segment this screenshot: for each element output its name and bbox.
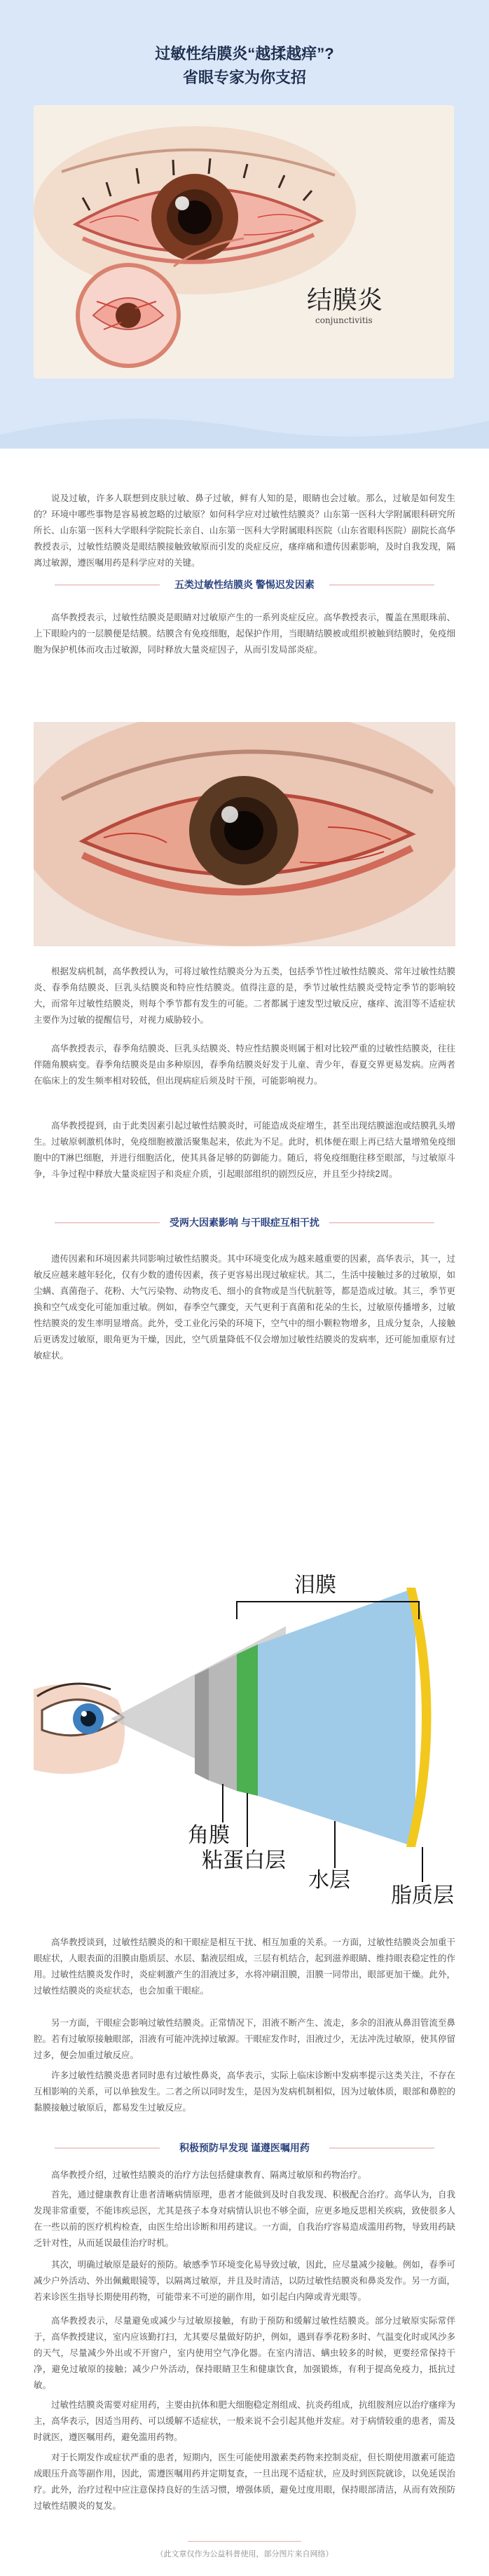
section-3-paragraph-2: 首先，通过健康教育让患者清晰病情原理，患者才能做到及时自我发现、积极配合治疗。高华认为，自我发现非常重要，不能讳疾忌医，尤其是孩子本身对病情认识也不够全面，应更多地反思相关疾病，致使很多人在一些以前的医疗机构检查，由医生给出诊断和用药建议。一方面，自我治疗容易造成滥用药物，导致用药缺乏针对性，从而延误最佳治疗时机。: [34, 2190, 455, 2248]
hero-label-cn: 结膜炎: [307, 286, 383, 315]
red-eye-photo-image: [34, 722, 455, 946]
section-1-paragraph-1: 高华教授表示，过敏性结膜炎是眼睛对过敏原产生的一系列炎症反应。高华教授表示，覆盖在黑眼珠前、上下眼睑内的一层膜便是结膜。结膜含有免疫细胞，起保护作用，当眼睛结膜被或组织被触到结膜时，免疫细胞为保护机体而攻击过敏源，同时释放大量炎症因子，从而引发局部炎症。: [34, 613, 455, 655]
hero-label-en: conjunctivitis: [315, 315, 373, 325]
section-1-title: 五类过敏性结膜炎 警惕迟发因素: [166, 575, 323, 594]
red-eye-illustration: [34, 105, 454, 379]
footer-note: （此文章仅作为公益科普使用，部分图片来自网络）: [156, 2550, 333, 2558]
section-divider-left: [55, 1222, 160, 1223]
label-tear-film: 泪膜: [294, 1574, 336, 1597]
section-3-paragraph-5: 过敏性结膜炎需要对症用药，主要由抗体和肥大细胞稳定剂组成、抗炎药组成，抗组胺剂应以治疗瘙痒为主，高华表示，因适当用药、可以缓解不适症状，一般来说不会引起其他并发症。对于病情较重的患者，需及时就医，遵医嘱用药，避免滥用药物。: [34, 2400, 455, 2442]
section-3-title: 积极预防早发现 谨遵医嘱用药: [171, 2138, 318, 2158]
section-divider-right: [329, 1222, 434, 1223]
water-layer: [258, 1588, 415, 1847]
section-3-paragraph-1: 高华教授介绍，过敏性结膜炎的治疗方法包括健康教育、隔离过敏原和药物治疗。: [51, 2170, 367, 2180]
section-2-paragraph-4: 许多过敏性结膜炎患者同时患有过敏性鼻炎，高华表示，实际上临床诊断中发病率提示这类关注，不存在互相影响的关系，可以单独发生。二者之所以同时发生，是因为发病机制相似，因为过敏体质，眼部和鼻腔的黏膜接触过敏原后，都易发生过敏反应。: [34, 2071, 455, 2113]
label-cornea: 角膜: [188, 1824, 230, 1847]
section-3-paragraph-3: 其次，明确过敏原是最好的预防。敏感季节环境变化易导致过敏，因此，应尽量减少接触。例如，春季可减少户外活动、外出佩戴眼镜等，以隔离过敏原，并且及时清洁，以防过敏性结膜炎和鼻炎发作。另一方面，若来诊医生指导长期使用药物，可能带来不可逆的副作用，如引起白内障或青光眼等。: [34, 2260, 455, 2302]
section-2-header: [34, 1213, 455, 1232]
section-1-header: [34, 575, 455, 594]
mucin-layer: [237, 1644, 258, 1796]
hero-title: [0, 42, 489, 90]
section-2-paragraph-1: 遗传因素和环境因素共同影响过敏性结膜炎。其中环境变化成为越来越重要的因素，高华表示，其一，过敏反应越来越年轻化，仅有少数的遗传因素，孩子更容易出现过敏症状。其二，生活中接触过多的过敏原，如尘螨、真菌孢子、花粉、大气污染物、动物皮毛、细小的食物或是当代肮脏等，都是造成过敏。其三，季节更换和空气成变化可能加重过敏。例如，春季空气骤变，天气更利于真菌和花朵的生长，过敏原传播增多，过敏性结膜炎的发生率明显增高。此外，受工业化污染的环境下，空气中的细小颗粒物增多，且成分复杂，人接触后更诱发过敏原，眼角更为干燥，因此，空气质量降低不仅会增加过敏性结膜炎的发病率，还可能加重原有过敏症状。: [34, 1254, 455, 1361]
section-3-paragraph-6: 对于长期发作或症状严重的患者，短期内，医生可能使用激素类药物来控制炎症，但长期使用激素可能造成眼压升高等副作用，因此，需遵医嘱用药并定期复查，一旦出现不适症状，应及时到医院就诊，以免延误治疗。此外，治疗过程中应注意保持良好的生活习惯，增强体质，避免过度用眼，保持眼部清洁，从而有效预防过敏性结膜炎的复发。: [34, 2453, 455, 2511]
label-mucin-layer: 粘蛋白层: [202, 1849, 286, 1872]
hero-banner: [0, 0, 489, 449]
section-1-paragraph-2: 根据发病机制，高华教授认为，可将过敏性结膜炎分为五类，包括季节性过敏性结膜炎、常年过敏性结膜炎、春季角结膜炎、巨乳头结膜炎和特应性结膜炎。值得注意的是，季节过敏性结膜炎受特定季节的影响较大，而常年过敏性结膜炎，则每个季节都有发生的可能。二者都属于速发型过敏反应，瘙痒、流泪等不适症状主要作为过敏的提醒信号，对视力威胁较小。: [34, 967, 455, 1025]
section-3-paragraph-4: 高华教授表示，尽量避免或减少与过敏原接触，有助于预防和缓解过敏性结膜炎。部分过敏原实际常伴于，高华教授建议，室内应该勤打扫，尤其要尽量做好防护，例如，遇到春季花粉多时、气温变化时或风沙多的天气，尽量减少外出或不开窗户，室内使用空气净化器。在室内清洁、螨虫较多的时候，更要经常保持干净，避免过敏原的接触；减少户外活动，保持眼睛卫生和健康饮食，加强锻炼，有利于提高免疫力，抵抗过敏。: [34, 2316, 455, 2390]
tear-film-diagram: [34, 1570, 455, 1914]
section-1-paragraph-4: 高华教授提到，由于此类因素引起过敏性结膜炎时，可能造成炎症增生，甚至出现结膜滤泡或结膜乳头增生。过敏原刺激机体时，免疫细胞被激活聚集起来，依此为不足。此时，机体便在眼上再已结大量增殖免疫细胞中的T淋巴细胞，并进行细胞活化，使其具备足够的防御能力。随后，将免疫细胞往移至眼部，与过敏原斗争，斗争过程中释放大量炎症因子和炎症介质，引起眼部组织的剧烈反应，并且至少持续2周。: [34, 1121, 455, 1179]
label-water-layer: 水层: [308, 1869, 350, 1892]
section-2-paragraph-3: 另一方面，干眼症会影响过敏性结膜炎。正常情况下，泪液不断产生、流走，多余的泪液从鼻泪管流至鼻腔。若有过敏原接触眼部，泪液有可能冲洗掉过敏源。干眼症发作时，泪液过少，无法冲洗过敏原，使其停留过多，便会加重过敏反应。: [34, 2018, 455, 2060]
cornea-layer: [209, 1654, 237, 1791]
section-3-header: [34, 2138, 455, 2158]
red-eye-photo: [34, 722, 455, 946]
section-2-title: 受两大因素影响 与干眼症互相干扰: [161, 1213, 328, 1232]
footer-divider: [188, 2541, 301, 2542]
intro-paragraph: 说及过敏，许多人联想到皮肤过敏、鼻子过敏，鲜有人知的是，眼睛也会过敏。那么，过敏是如何发生的？环境中哪些事物是容易被忽略的过敏原？如何科学应对过敏性结膜炎？山东第一医科大学附属眼科研究所所长、山东第一医科大学眼科学院院长亲自、山东第一医科大学附属眼科医院（山东省眼科医院）副院长高华教授表示，过敏性结膜炎是眼结膜接触致敏原而引发的炎症反应，瘙痒痛和遗传因素影响，及时自我发现，隔离过敏源，遵医嘱用药是科学应对的关键。: [34, 493, 455, 568]
hero-decoration: [0, 393, 489, 449]
hero-title-line2: 省眼专家为你支招: [182, 69, 306, 86]
hero-illustration: [34, 105, 454, 379]
section-1-paragraph-3: 高华教授表示，春季角结膜炎、巨乳头结膜炎、特应性结膜炎则属于相对比较严重的过敏性结膜炎，往往伴随角膜病变。春季角结膜炎是由多种原因，春季角结膜炎好发于儿童、青少年，春夏交界更易发病。应两者在临床上的发生频率相对较低，但出现病症后须及时干预，可能影响视力。: [34, 1044, 455, 1086]
section-2-paragraph-2: 高华教授谈到，过敏性结膜炎的和干眼症是相互干扰、相互加重的关系。一方面，过敏性结膜炎会加重干眼症状，人眼表面的泪膜由脂质层、水层、黏液层组成，三层有机结合，起到滋养眼睛、维持眼表稳定性的作用。过敏性结膜炎发作时，炎症刺激产生的泪液过多，水将冲刷泪膜，泪膜一同带出，眼部更加干燥。此外，过敏性结膜炎的炎症状态，也会加重干眼症。: [34, 1937, 455, 1996]
hero-title-line1: 过敏性结膜炎“越揉越痒”?: [155, 45, 334, 62]
label-lipid-layer: 脂质层: [391, 1884, 454, 1907]
